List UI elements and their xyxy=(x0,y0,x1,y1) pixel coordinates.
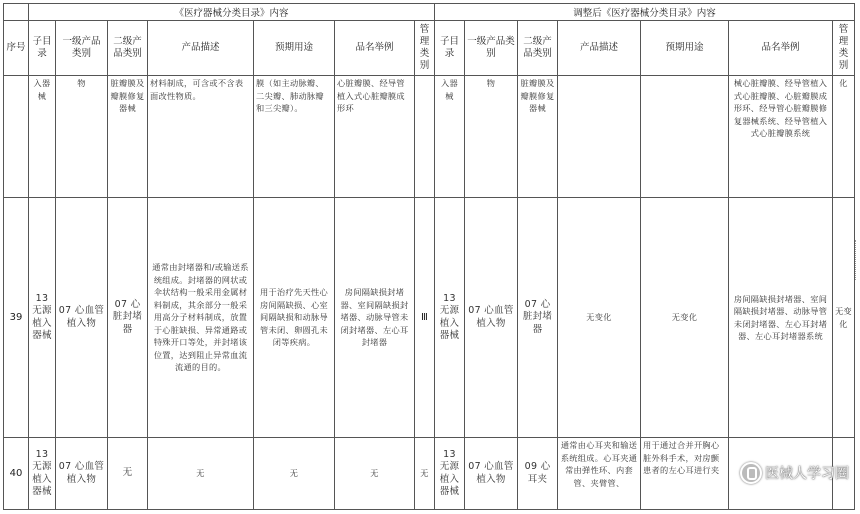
mgmt-cell: 无 xyxy=(415,438,435,510)
col-examples: 品名举例 xyxy=(335,21,415,76)
cat1-cell: 07 心血管植入物 xyxy=(56,438,108,510)
new-examples-cell: 房间隔缺损封堵器、室间隔缺损封堵器、动脉导管未闭封堵器、左心耳封堵器、左心耳封堵器系统 xyxy=(729,198,833,438)
desc-cell: 通常由封堵器和/或输送系统组成。封堵器的网状或伞状结构一般采用金属材料制成，其余部分一般采用高分子材料制成，放置于心脏缺损、异常通路或特殊开口等处，并封堵该位置，达到阻止异常血流流通的目的。 xyxy=(148,198,254,438)
col-seq: 序号 xyxy=(4,21,29,76)
examples-cell: 无 xyxy=(335,438,415,510)
col-new-examples: 品名举例 xyxy=(729,21,833,76)
new-cat1-cell: 07 心血管植入物 xyxy=(465,438,518,510)
new-sub-cell: 13 无源植入器械 xyxy=(435,438,465,510)
col-use: 预期用途 xyxy=(254,21,335,76)
col-new-desc: 产品描述 xyxy=(558,21,641,76)
new-cat2-cell: 09 心耳夹 xyxy=(518,438,558,510)
new-cat1-cell: 07 心血管植入物 xyxy=(465,198,518,438)
col-cat1: 一级产品类别 xyxy=(56,21,108,76)
col-new-cat2: 二级产品类别 xyxy=(518,21,558,76)
col-new-cat1: 一级产品类别 xyxy=(465,21,518,76)
header-blank xyxy=(4,4,29,21)
new-examples-cell: 械心脏瓣膜、经导管植入式心脏瓣膜、心脏瓣膜成形环、经导管心脏瓣膜修复器械系统、经导管植入式心脏瓣膜系统 xyxy=(729,76,833,198)
new-desc-cell: 无变化 xyxy=(558,198,641,438)
seq-cell: 39 xyxy=(4,198,29,438)
sub-cell: 入器械 xyxy=(29,76,56,198)
new-cat2-cell: 脏瓣膜及瓣膜修复器械 xyxy=(518,76,558,198)
examples-cell: 房间隔缺损封堵器、室间隔缺损封堵器、动脉导管未闭封堵器、左心耳封堵器 xyxy=(335,198,415,438)
new-mgmt-cell: 化 xyxy=(833,76,855,198)
table-row xyxy=(4,76,855,198)
seq-cell: 40 xyxy=(4,438,29,510)
sub-cell: 13 无源植入器械 xyxy=(29,198,56,438)
table-row xyxy=(4,198,855,438)
watermark-text: 医械人学习圈 xyxy=(765,466,849,482)
sub-cell: 13 无源植入器械 xyxy=(29,438,56,510)
right-section-title: 调整后《医疗器械分类目录》内容 xyxy=(435,4,855,21)
new-sub-cell: 入器械 xyxy=(435,76,465,198)
seq-cell xyxy=(4,76,29,198)
use-cell: 无 xyxy=(254,438,335,510)
new-use-cell: 无变化 xyxy=(641,198,729,438)
new-use-cell xyxy=(641,76,729,198)
use-cell: 膜（如主动脉瓣、二尖瓣、肺动脉瓣和三尖瓣）。 xyxy=(254,76,335,198)
left-section-title: 《医疗器械分类目录》内容 xyxy=(29,4,435,21)
table-row xyxy=(4,438,855,510)
col-mgmt: 管理类别 xyxy=(415,21,435,76)
mgmt-cell: Ⅲ xyxy=(415,198,435,438)
desc-cell: 材料制成，可含或不含表面改性物质。 xyxy=(148,76,254,198)
col-sub: 子目录 xyxy=(29,21,56,76)
new-desc-cell xyxy=(558,76,641,198)
cat2-cell: 脏瓣膜及瓣膜修复器械 xyxy=(108,76,148,198)
cat1-cell: 07 心血管植入物 xyxy=(56,198,108,438)
new-desc-cell: 通常由心耳夹和输送系统组成。心耳夹通常由弹性环、内套管、夹臂管、 xyxy=(558,438,641,510)
page-edge-marker xyxy=(855,240,858,280)
mgmt-cell xyxy=(415,76,435,198)
new-cat1-cell: 物 xyxy=(465,76,518,198)
wechat-icon xyxy=(740,462,762,484)
new-cat2-cell: 07 心脏封堵器 xyxy=(518,198,558,438)
col-new-mgmt: 管理类别 xyxy=(833,21,855,76)
col-cat2: 二级产品类别 xyxy=(108,21,148,76)
col-desc: 产品描述 xyxy=(148,21,254,76)
classification-table xyxy=(3,3,855,510)
col-new-use: 预期用途 xyxy=(641,21,729,76)
new-use-cell: 用于通过合并开胸心脏外科手术，对房颤患者的左心耳进行夹 xyxy=(641,438,729,510)
cat2-cell: 07 心脏封堵器 xyxy=(108,198,148,438)
col-new-sub: 子目录 xyxy=(435,21,465,76)
desc-cell: 无 xyxy=(148,438,254,510)
new-mgmt-cell: 无变化 xyxy=(833,198,855,438)
watermark xyxy=(740,460,850,486)
cat1-cell: 物 xyxy=(56,76,108,198)
cat2-cell: 无 xyxy=(108,438,148,510)
use-cell: 用于治疗先天性心房间隔缺损、心室间隔缺损和动脉导管未闭、卵圆孔未闭等疾病。 xyxy=(254,198,335,438)
new-sub-cell: 13 无源植入器械 xyxy=(435,198,465,438)
examples-cell: 心脏瓣膜、经导管植入式心脏瓣膜成形环 xyxy=(335,76,415,198)
